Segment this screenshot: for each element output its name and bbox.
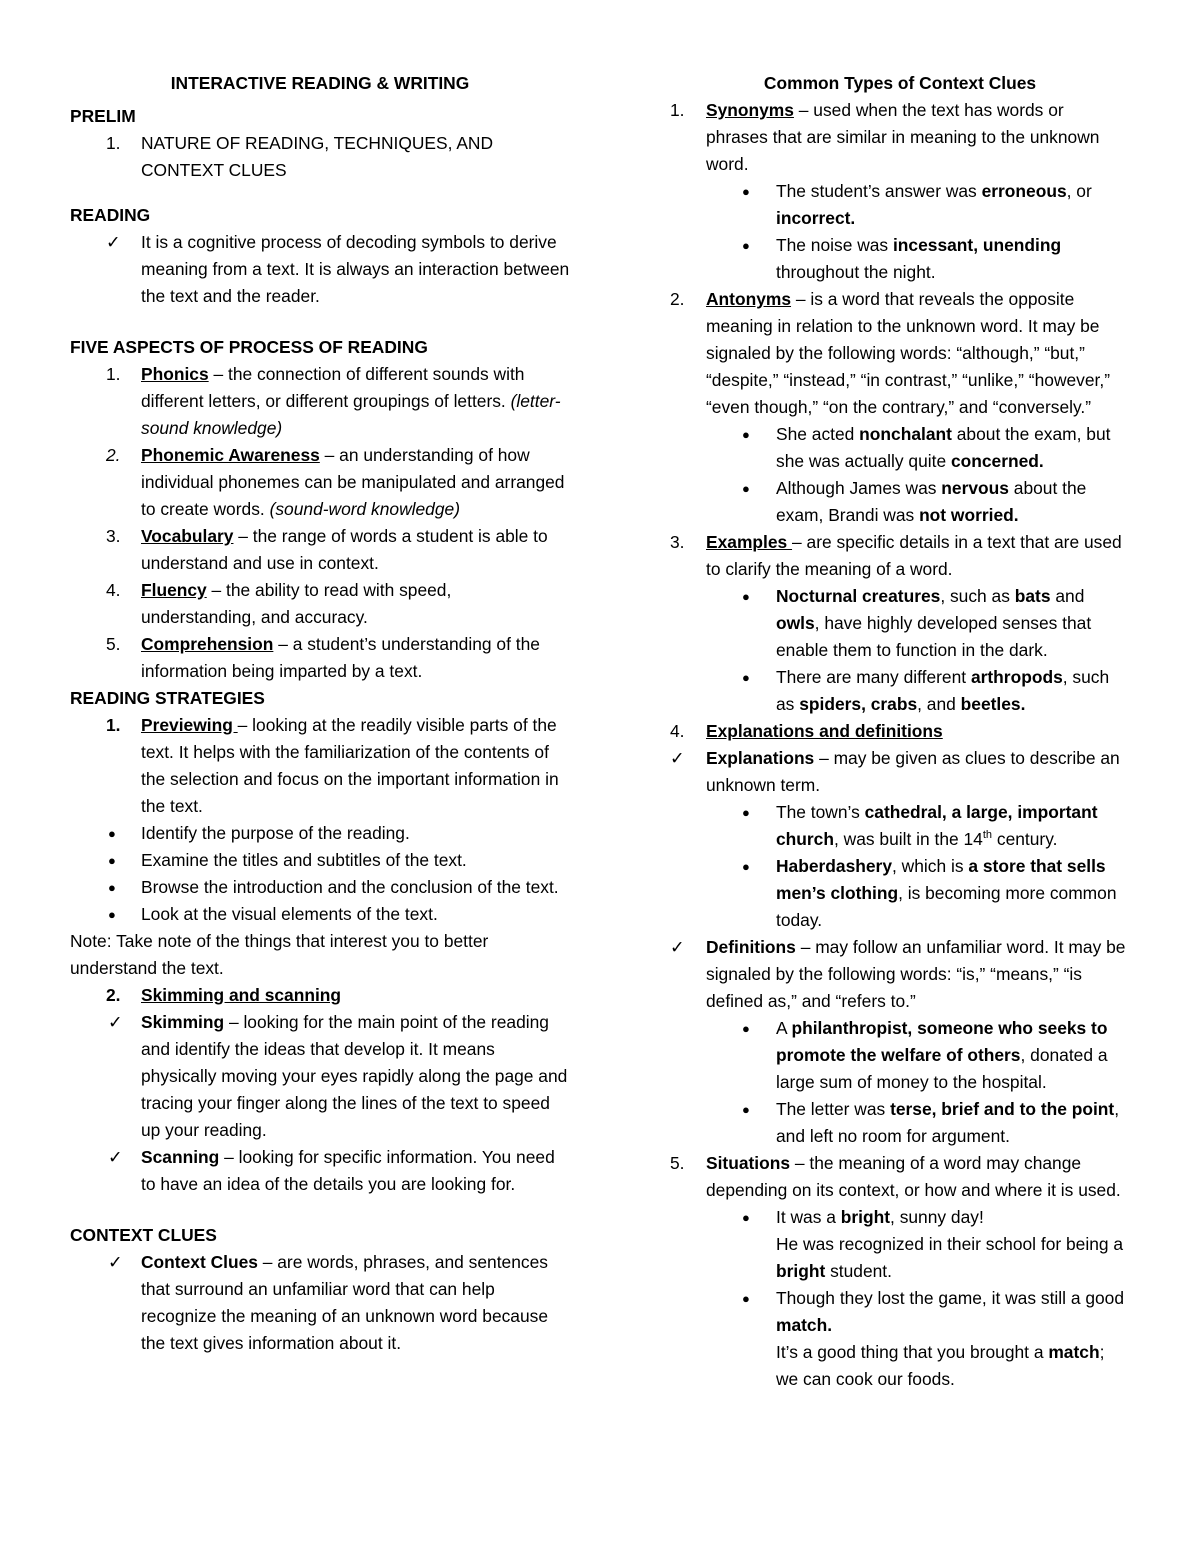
reading-strategies-heading: READING STRATEGIES [70,688,265,708]
example-text: ; we can cook our foods. [776,1342,1105,1389]
strategy-scanning [70,1144,570,1198]
example-word: match. [776,1315,833,1335]
aspect-term: Comprehension [141,634,274,654]
bullet-icon: ● [742,859,750,874]
list-item [70,847,570,874]
bullet-icon: ● [108,907,116,922]
item-number: 5. [106,634,121,654]
example-text: Although James was [776,478,942,498]
bullet-text: Identify the purpose of the reading. [141,823,410,843]
aspect-term: Phonemic Awareness [141,445,320,465]
type-definitions [670,934,1130,1015]
left-column [70,70,570,1357]
strategy-term: Skimming and scanning [141,985,342,1005]
superscript: th [982,829,993,842]
item-number: 3. [106,526,121,546]
item-number: 1. [670,100,685,120]
type-term: Antonyms [706,289,792,309]
example-word: bats [1014,586,1051,606]
example-text: , which is [892,856,969,876]
bullet-icon: ● [742,184,750,199]
check-icon: ✓ [108,1147,123,1167]
item-number: 1. [106,364,121,384]
strategy-previewing [70,712,570,820]
example-word: cathedral, a large, important church [776,802,1098,849]
example-text: , donated a large sum of money to the hospital. [776,1045,1108,1092]
example-word: Haberdashery [776,856,892,876]
bullet-text: Examine the titles and subtitles of the text. [141,850,467,870]
bullet-icon: ● [742,1210,750,1225]
example-text: about the exam, Brandi was [776,478,1087,525]
type-text: – are specific details in a text that are used to clarify the meaning of a word. [706,532,1122,579]
example-text: , and [917,694,961,714]
bullet-text: Browse the introduction and the conclusion of the text. [141,877,559,897]
example-word: spiders, crabs [799,694,918,714]
bullet-icon: ● [742,1102,750,1117]
example-word: concerned. [950,451,1044,471]
example-item [670,1096,1130,1150]
aspect-note: (sound-word knowledge) [269,499,460,519]
example-item [670,664,1130,718]
example-text: It was a [776,1207,841,1227]
bullet-text: Look at the visual elements of the text. [141,904,438,924]
example-word: erroneous [981,181,1067,201]
list-item [70,874,570,901]
example-text: She acted [776,424,860,444]
example-word: a store that sells men’s clothing [776,856,1106,903]
check-icon: ✓ [670,937,685,957]
context-clues-term: Context Clues [141,1252,258,1272]
example-text: about the exam, but she was actually quite [776,424,1111,471]
bullet-icon: ● [742,481,750,496]
strategy-term: Skimming [141,1012,225,1032]
example-item [670,178,1130,232]
context-clues-text: – are words, phrases, and sentences that surround an unfamiliar word that can help recognize the meaning of an unknown word because the text gives information about it. [141,1252,549,1353]
strategy-text: – looking for the main point of the reading and identify the ideas that develop it. It means physically moving your eyes rapidly along the page and tracing your finger along the lines of the text to speed up your reading. [141,1012,568,1140]
item-number: 4. [106,580,121,600]
context-clues-definition [70,1249,570,1357]
check-icon: ✓ [108,1252,123,1272]
example-word: not worried. [919,505,1019,525]
example-text: Though they lost the game, it was still a good [776,1288,1125,1308]
aspect-item-phonemic-awareness [70,442,570,523]
strategy-text: – looking at the readily visible parts of the text. It helps with the familiarization of the contents of the selection and focus on the important information in the text. [141,715,559,816]
bullet-icon: ● [108,826,116,841]
prelim-item [70,130,570,184]
list-item [70,901,570,928]
example-word: Nocturnal creatures [776,586,941,606]
item-number: 1. [106,715,121,735]
aspect-item-phonics [70,361,570,442]
example-word: bright [840,1207,891,1227]
aspect-text: – an understanding of how individual phonemes can be manipulated and arranged to create words. [141,445,565,519]
aspect-text: – the ability to read with speed, understanding, and accuracy. [141,580,452,627]
type-text: – may follow an unfamiliar word. It may be signaled by the following words: “is,” “means,” “is defined as,” and “refers to.” [706,937,1126,1011]
type-text: – may be given as clues to describe an unknown term. [706,748,1120,795]
type-text: – used when the text has words or phrases that are similar in meaning to the unknown word. [706,100,1100,174]
example-text: It’s a good thing that you brought a [776,1342,1049,1362]
aspect-term: Fluency [141,580,207,600]
aspect-term: Vocabulary [141,526,234,546]
bullet-icon: ● [742,1291,750,1306]
example-word: incorrect. [776,208,856,228]
check-icon: ✓ [670,748,685,768]
example-text: The town’s [776,802,865,822]
example-item [670,421,1130,475]
type-term: Explanations [706,748,815,768]
aspect-text: – the connection of different sounds with different letters, or different groupings of letters. [141,364,525,411]
right-column [670,70,1130,1393]
type-term: Synonyms [706,100,794,120]
example-text: , such as [940,586,1015,606]
strategy-term: Previewing [141,715,238,735]
example-item [670,1285,1130,1393]
check-icon: ✓ [106,232,121,252]
example-item [670,583,1130,664]
example-word: beetles. [960,694,1026,714]
aspect-text: – the range of words a student is able to understand and use in context. [141,526,548,573]
prelim-heading: PRELIM [70,106,136,126]
type-text: – the meaning of a word may change depending on its context, or how and where it is used. [706,1153,1121,1200]
example-text: throughout the night. [776,262,936,282]
reading-definition [70,229,570,310]
aspect-term: Phonics [141,364,209,384]
type-examples [670,529,1130,583]
bullet-icon: ● [742,1021,750,1036]
strategy-text: – looking for specific information. You need to have an idea of the details you are looking for. [141,1147,555,1194]
example-text: , is becoming more common today. [776,883,1117,930]
bullet-icon: ● [108,880,116,895]
example-word: match [1048,1342,1100,1362]
type-text: – is a word that reveals the opposite meaning in relation to the unknown word. It may be signaled by the following words: “although,” “but,” “despite,” “instead,” “in contrast,” “unlike,” “however,” “even though,” “on the contrary,” and “conversely.” [706,289,1110,417]
item-number: 2. [106,985,121,1005]
strategy-skimming-heading [70,982,570,1009]
bullet-icon: ● [742,589,750,604]
example-text: The noise was [776,235,893,255]
type-term: Definitions [706,937,796,957]
item-number: 1. [106,133,121,153]
type-term: Situations [706,1153,791,1173]
example-word: incessant, unending [892,235,1062,255]
example-text: He was recognized in their school for being a [776,1234,1124,1254]
example-word: nervous [941,478,1009,498]
prelim-item-text: NATURE OF READING, TECHNIQUES, AND CONTEXT CLUES [141,133,494,180]
item-number: 2. [670,289,685,309]
document-title: INTERACTIVE READING & WRITING [170,73,470,93]
strategy-note: Note: Take note of the things that interest you to better understand the text. [70,931,489,978]
example-text: , such as [776,667,1110,714]
aspect-item-fluency [70,577,570,631]
item-number: 4. [670,721,685,741]
example-word: terse, brief and to the point [890,1099,1115,1119]
type-term: Examples [706,532,793,552]
item-number: 5. [670,1153,685,1173]
aspect-note: (letter-sound knowledge) [141,391,561,438]
item-number: 3. [670,532,685,552]
example-text: and [1050,586,1085,606]
example-word: owls [776,613,815,633]
example-word: philanthropist, someone who seeks to promote the welfare of others [776,1018,1108,1065]
example-text: century. [992,829,1058,849]
example-text: , was built in the 14 [833,829,983,849]
example-text: , or [1066,181,1092,201]
list-item [70,820,570,847]
example-text: student. [825,1261,892,1281]
example-word: nonchalant [859,424,952,444]
bullet-icon: ● [742,238,750,253]
reading-definition-text: It is a cognitive process of decoding symbols to derive meaning from a text. It is always an interaction between the text and the reader. [141,232,570,306]
bullet-icon: ● [108,853,116,868]
example-text: , sunny day! [890,1207,984,1227]
type-synonyms [670,97,1130,178]
example-text: A [776,1018,792,1038]
example-item [670,1015,1130,1096]
bullet-icon: ● [742,427,750,442]
type-explanations-heading [670,718,1130,745]
aspect-item-comprehension [70,631,570,685]
aspect-item-vocabulary [70,523,570,577]
five-aspects-heading: FIVE ASPECTS OF PROCESS OF READING [70,337,428,357]
type-explanations [670,745,1130,799]
example-item [670,799,1130,853]
bullet-icon: ● [742,805,750,820]
example-text: The letter was [776,1099,891,1119]
item-number: 2. [106,445,121,465]
context-clues-heading: CONTEXT CLUES [70,1225,217,1245]
example-item [670,475,1130,529]
check-icon: ✓ [108,1012,123,1032]
example-word: bright [776,1261,826,1281]
context-types-heading: Common Types of Context Clues [763,73,1037,93]
example-text: There are many different [776,667,971,687]
type-antonyms [670,286,1130,421]
strategy-term: Scanning [141,1147,220,1167]
example-item [670,853,1130,934]
strategy-skimming [70,1009,570,1144]
example-item [670,232,1130,286]
aspect-text: – a student’s understanding of the information being imparted by a text. [141,634,540,681]
example-text: , and left no room for argument. [776,1099,1120,1146]
example-text: The student’s answer was [776,181,982,201]
example-item [670,1204,1130,1285]
example-text: , have highly developed senses that enable them to function in the dark. [776,613,1092,660]
bullet-icon: ● [742,670,750,685]
type-term: Explanations and definitions [706,721,943,741]
reading-heading: READING [70,205,151,225]
example-word: arthropods [970,667,1063,687]
type-situations [670,1150,1130,1204]
